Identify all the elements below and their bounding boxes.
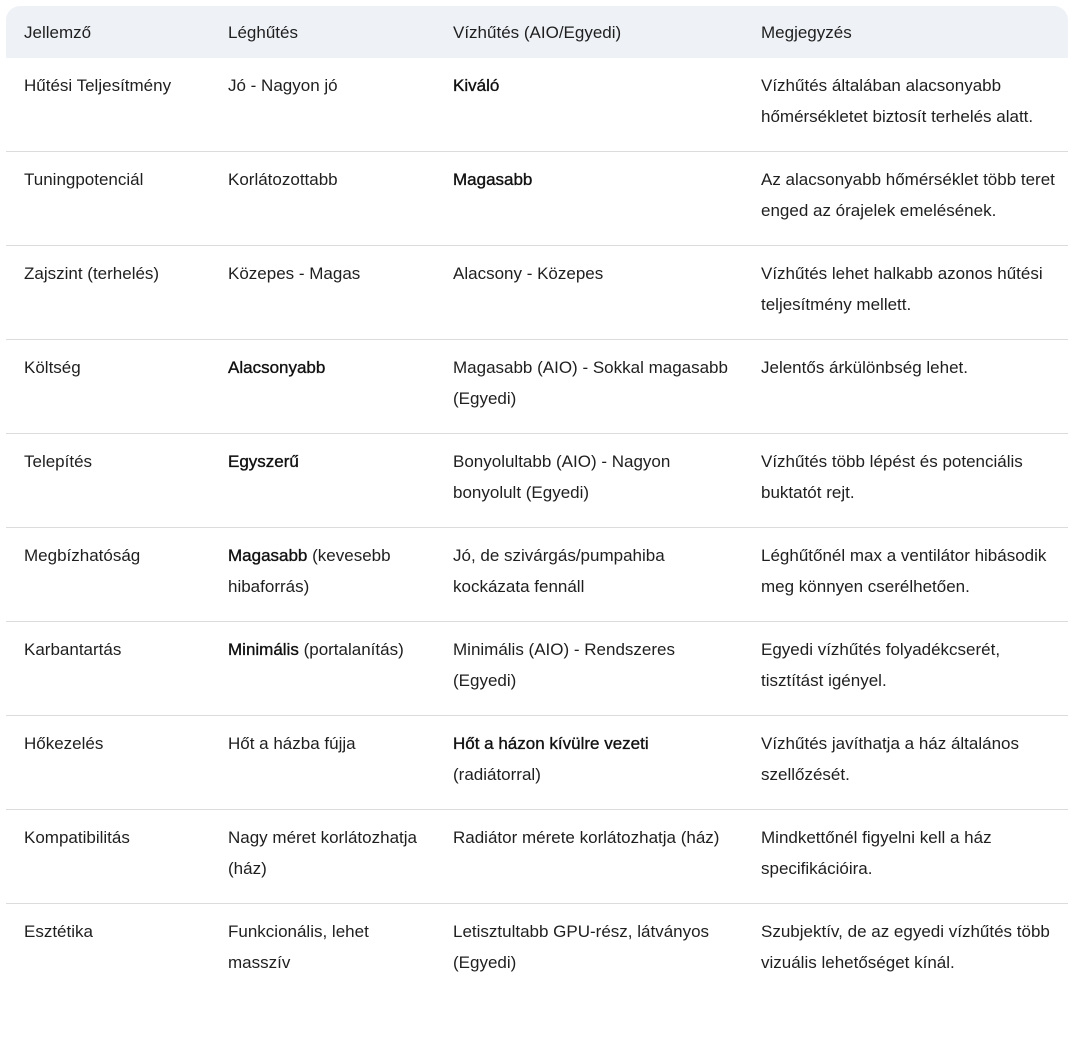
- cell-feature: Esztétika: [24, 922, 93, 941]
- cell-feature: Költség: [24, 358, 81, 377]
- cell-water: [435, 528, 743, 622]
- table-body: [6, 58, 1068, 997]
- cell-feature: Tuningpotenciál: [24, 170, 144, 189]
- header-water-cooling: Vízhűtés (AIO/Egyedi): [453, 22, 622, 42]
- cell-note: Vízhűtés több lépést és potenciális buktatót rejt.: [761, 452, 1023, 502]
- cell-air-text: Funkcionális, lehet masszív: [228, 922, 369, 972]
- cell-air: [210, 152, 435, 246]
- table-row: [6, 340, 1068, 434]
- cell-air: [210, 340, 435, 434]
- cell-water-emphasis: Hőt a házon kívülre vezeti: [453, 734, 649, 753]
- cell-water: [435, 152, 743, 246]
- cell-air: [210, 716, 435, 810]
- cell-note: Vízhűtés javíthatja a ház általános szellőzését.: [761, 734, 1019, 784]
- cell-water-emphasis: Kiváló: [453, 76, 500, 95]
- table-row: [6, 58, 1068, 152]
- cell-water-text: Magasabb (AIO) - Sokkal magasabb (Egyedi): [453, 358, 728, 408]
- cell-water-text: (radiátorral): [453, 765, 541, 784]
- cell-air-text: Korlátozottabb: [228, 170, 338, 189]
- cell-water: [435, 340, 743, 434]
- cell-air: [210, 528, 435, 622]
- cell-water: [435, 434, 743, 528]
- cell-water: [435, 622, 743, 716]
- cell-note: Egyedi vízhűtés folyadékcserét, tisztítást igényel.: [761, 640, 1001, 690]
- cell-air-text: Nagy méret korlátozhatja (ház): [228, 828, 417, 878]
- cell-air: [210, 904, 435, 998]
- table-row: [6, 152, 1068, 246]
- table-row: [6, 810, 1068, 904]
- table-row: [6, 904, 1068, 998]
- cell-feature: Zajszint (terhelés): [24, 264, 160, 283]
- cell-water-text: Letisztultabb GPU-rész, látványos (Egyedi): [453, 922, 710, 972]
- table-header-row: [6, 6, 1068, 58]
- table-row: [6, 434, 1068, 528]
- cell-air: [210, 434, 435, 528]
- cell-air-text: Hőt a házba fújja: [228, 734, 356, 753]
- cell-water-text: Alacsony - Közepes: [453, 264, 604, 283]
- cell-water: [435, 904, 743, 998]
- cell-air: [210, 58, 435, 152]
- cell-air-emphasis: Minimális: [228, 640, 299, 659]
- header-note: Megjegyzés: [761, 22, 852, 42]
- cell-note: Vízhűtés lehet halkabb azonos hűtési teljesítmény mellett.: [761, 264, 1043, 314]
- cell-feature: Hőkezelés: [24, 734, 104, 753]
- table-row: [6, 246, 1068, 340]
- table-row: [6, 528, 1068, 622]
- cell-note: Az alacsonyabb hőmérséklet több teret enged az órajelek emelésének.: [761, 170, 1055, 220]
- cell-note: Jelentős árkülönbség lehet.: [761, 358, 968, 377]
- cell-air-emphasis: Egyszerű: [228, 452, 299, 471]
- comparison-table: [6, 6, 1068, 997]
- cell-air: [210, 810, 435, 904]
- cell-water: [435, 716, 743, 810]
- cell-water-text: Jó, de szivárgás/pumpahiba kockázata fennáll: [453, 546, 665, 596]
- cell-note: Szubjektív, de az egyedi vízhűtés több vizuális lehetőséget kínál.: [761, 922, 1050, 972]
- cell-feature: Karbantartás: [24, 640, 122, 659]
- table-row: [6, 622, 1068, 716]
- header-feature: Jellemző: [24, 22, 92, 42]
- cell-note: Vízhűtés általában alacsonyabb hőmérsékletet biztosít terhelés alatt.: [761, 76, 1034, 126]
- cell-air-text: (portalanítás): [303, 640, 404, 659]
- cell-air-text: (kevesebb hibaforrás): [228, 546, 391, 596]
- cell-water: [435, 246, 743, 340]
- cell-water-emphasis: Magasabb: [453, 170, 533, 189]
- cell-water: [435, 58, 743, 152]
- cell-air-emphasis: Alacsonyabb: [228, 358, 326, 377]
- cell-water-text: Radiátor mérete korlátozhatja (ház): [453, 828, 720, 847]
- cell-water-text: Minimális (AIO) - Rendszeres (Egyedi): [453, 640, 675, 690]
- comparison-table-container: [6, 6, 1068, 997]
- header-air-cooling: Léghűtés: [228, 22, 298, 42]
- cell-air-emphasis: Magasabb: [228, 546, 308, 565]
- cell-air: [210, 246, 435, 340]
- cell-feature: Megbízhatóság: [24, 546, 141, 565]
- cell-note: Léghűtőnél max a ventilátor hibásodik meg könnyen cserélhetően.: [761, 546, 1047, 596]
- cell-air-text: Közepes - Magas: [228, 264, 361, 283]
- cell-water-text: Bonyolultabb (AIO) - Nagyon bonyolult (Egyedi): [453, 452, 671, 502]
- cell-feature: Kompatibilitás: [24, 828, 130, 847]
- cell-air-text: Jó - Nagyon jó: [228, 76, 338, 95]
- cell-note: Mindkettőnél figyelni kell a ház specifikációira.: [761, 828, 992, 878]
- table-row: [6, 716, 1068, 810]
- cell-air: [210, 622, 435, 716]
- cell-water: [435, 810, 743, 904]
- cell-feature: Telepítés: [24, 452, 93, 471]
- cell-feature: Hűtési Teljesítmény: [24, 76, 172, 95]
